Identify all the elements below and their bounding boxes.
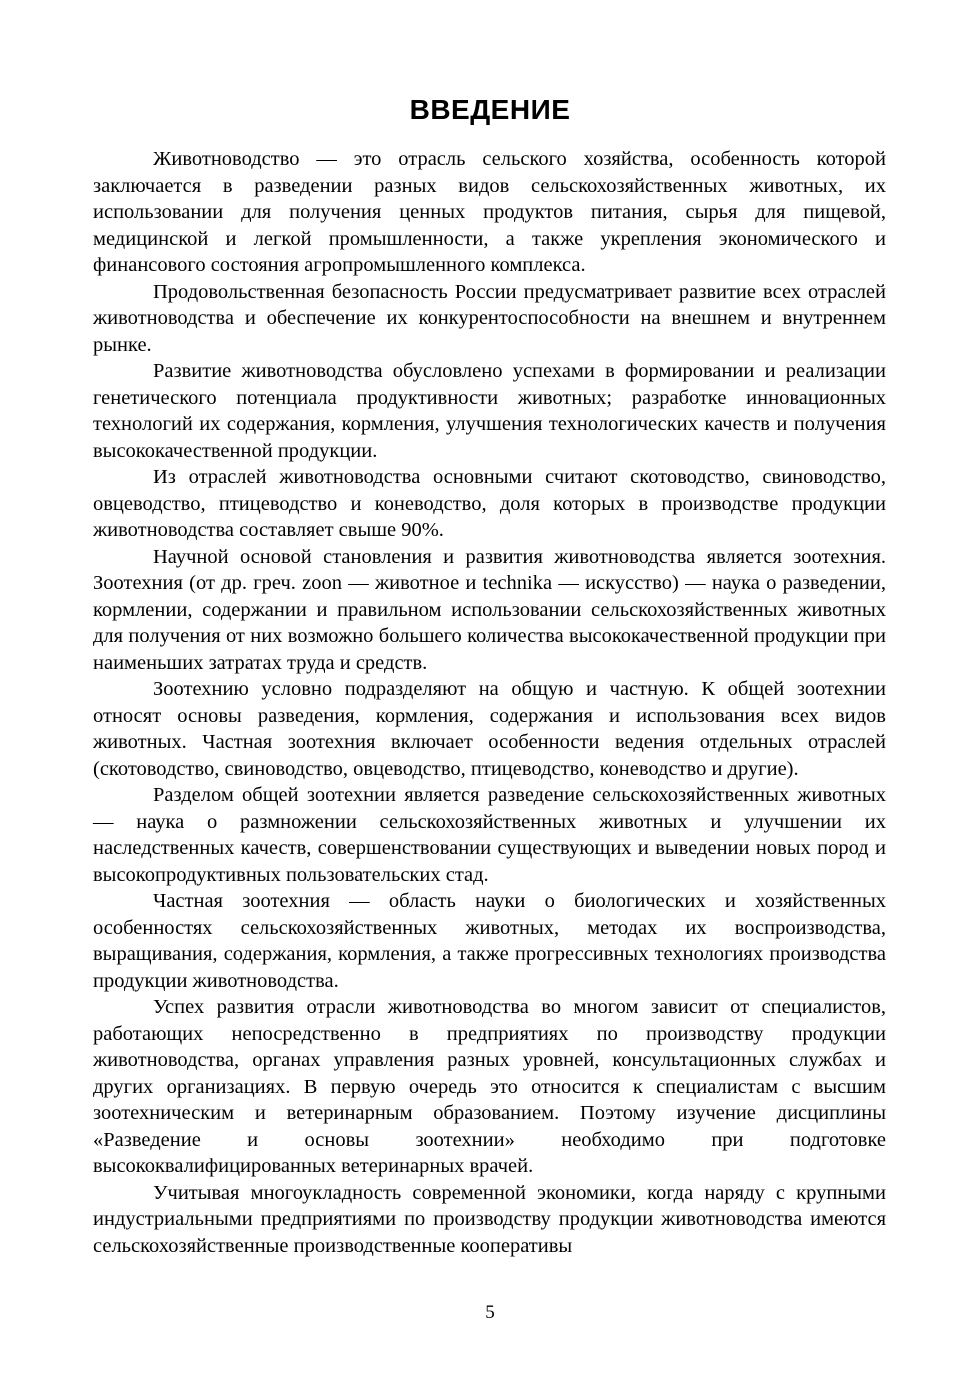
page-number: 5 bbox=[485, 1302, 495, 1323]
paragraph: Из отраслей животноводства основными считают скотоводство, свиноводство, овцеводство, птицеводство и коневодство, доля которых в производстве продукции животноводства составляет свыше 90%. bbox=[93, 466, 886, 541]
paragraph: Животноводство — это отрасль сельского хозяйства, особенность которой заключается в разведении разных видов сельскохозяйственных животных, их использовании для получения ценных продуктов питания, сырья для пищевой, медицинской и легкой промышленности, а также укрепления экономического и финансового состояния агропромышленного комплекса. bbox=[93, 148, 886, 276]
paragraph: Научной основой становления и развития животноводства является зоотехния. Зоотехния (от др. греч. zoon — животное и technika — искусство) — наука о разведении, кормлении, содержании и правильном использовании сельскохозяйственных животных для получения от них возможно большего количества высококачественной продукции при наименьших затратах труда и средств. bbox=[93, 545, 886, 674]
paragraph: Развитие животноводства обусловлено успехами в формировании и реализации генетического потенциала продуктивности животных; разработке инновационных технологий их содержания, кормления, улучшения технологических качеств и получения высококачественной продукции. bbox=[93, 360, 886, 462]
paragraph: Зоотехнию условно подразделяют на общую и частную. К общей зоотехнии относят основы разведения, кормления, содержания и использования всех видов животных. Частная зоотехния включает особенности ведения отдельных отраслей (скотоводство, свиноводство, овцеводство, птицеводство, коневодство и другие). bbox=[93, 678, 886, 780]
paragraph: Частная зоотехния — область науки о биологических и хозяйственных особенностях сельскохозяйственных животных, методах их воспроизводства, выращивания, содержания, кормления, а также прогрессивных технологиях производства продукции животноводства. bbox=[93, 890, 886, 992]
paragraph: Учитывая многоукладность современной экономики, когда наряду с крупными индустриальными предприятиями по производству продукции животноводства имеются сельскохозяйственные производственные кооперативы bbox=[93, 1181, 886, 1257]
paragraph: Продовольственная безопасность России предусматривает развитие всех отраслей животноводства и обеспечение их конкурентоспособности на внешнем и внутреннем рынке. bbox=[93, 280, 886, 356]
page-title: ВВЕДЕНИЕ bbox=[409, 94, 571, 125]
paragraph: Разделом общей зоотехнии является разведение сельскохозяйственных животных — наука о размножении сельскохозяйственных животных и улучшении их наследственных качеств, совершенствовании существующих и выведении новых пород и высокопродуктивных пользовательских стад. bbox=[93, 784, 886, 886]
paragraph: Успех развития отрасли животноводства во многом зависит от специалистов, работающих непосредственно в предприятиях по производству продукции животноводства, органах управления разных уровней, консультационных службах и других организациях. В первую очередь это относится к специалистам с высшим зоотехническим и ветеринарным образованием. Поэтому изучение дисциплины «Разведение и основы зоотехнии» необходимо при подготовке высококвалифицированных ветеринарных врачей. bbox=[93, 996, 886, 1177]
body-text bbox=[93, 146, 886, 1259]
